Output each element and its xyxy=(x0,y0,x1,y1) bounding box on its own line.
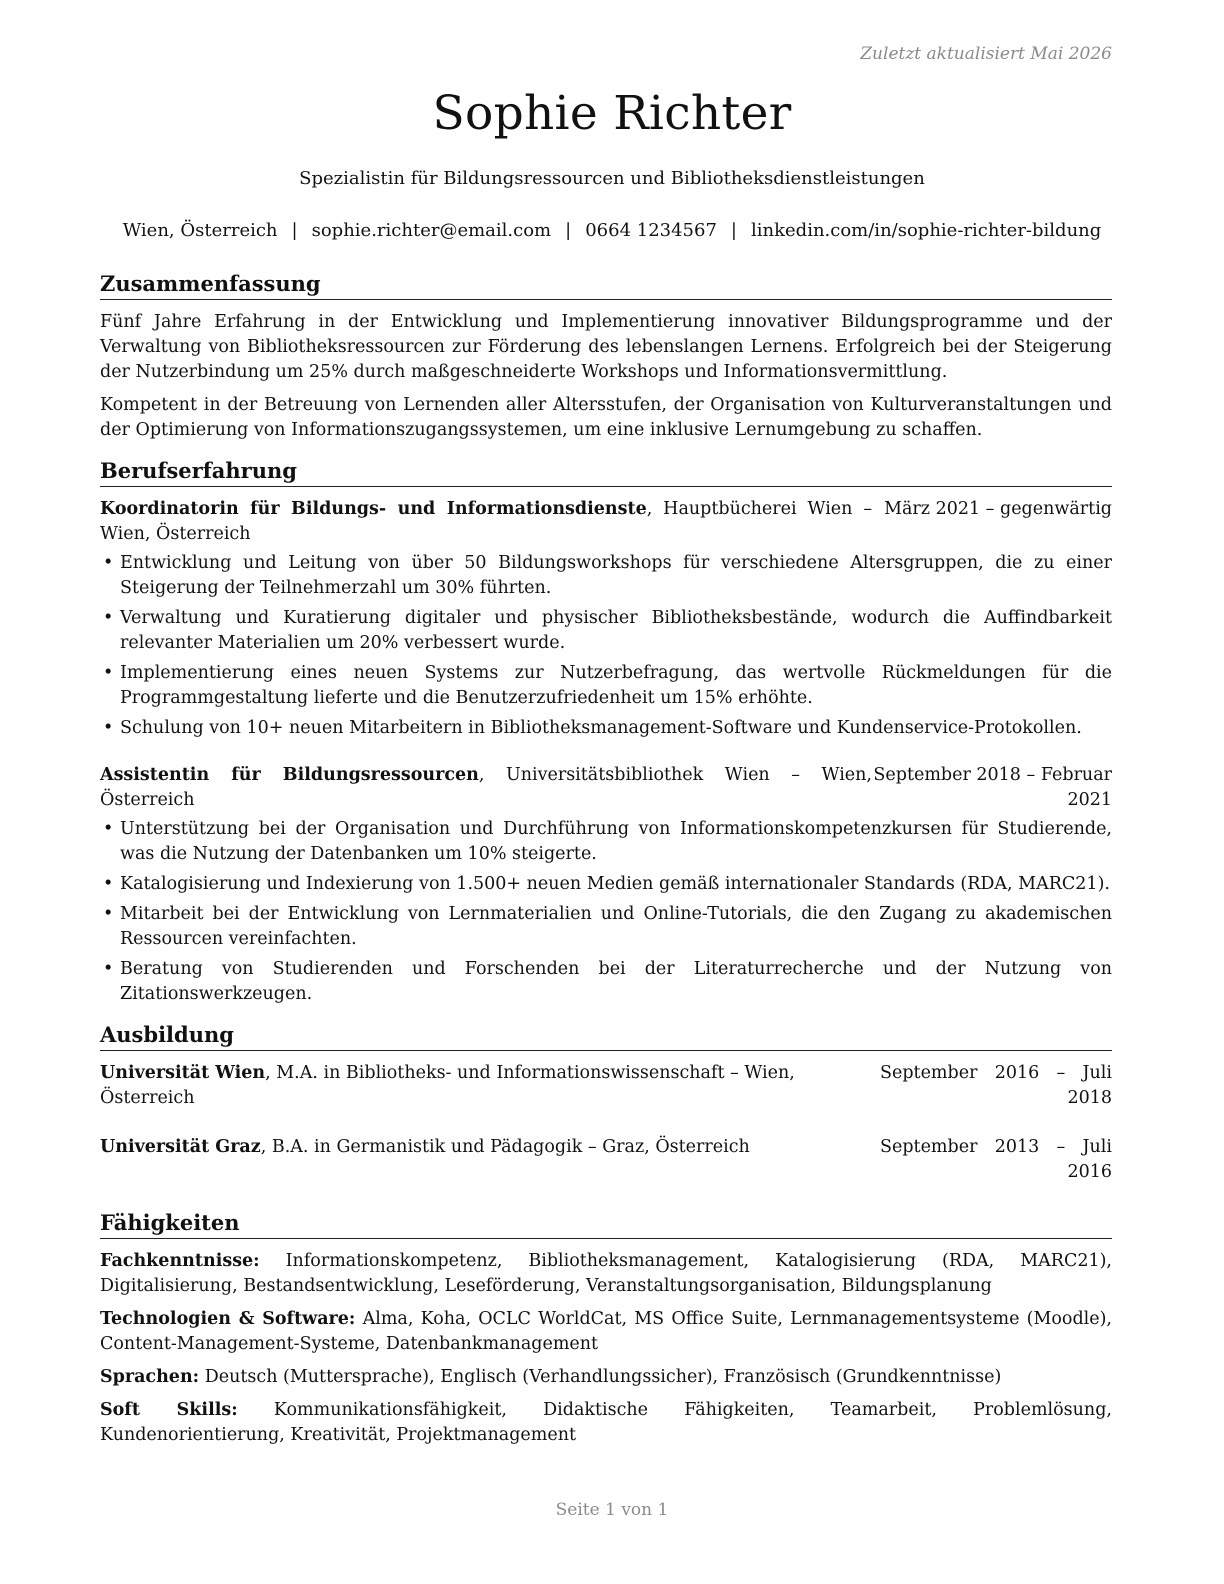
job-entry xyxy=(100,497,1112,741)
section-title-experience: Berufserfahrung xyxy=(100,457,1112,487)
job-dates: September 2018 – Februar 2021 xyxy=(873,765,1112,810)
contact-line xyxy=(0,220,1224,241)
education-degree: , M.A. in Bibliotheks- und Informationswissenschaft – Wien, Österreich xyxy=(100,1063,795,1108)
job-entry xyxy=(100,763,1112,1007)
education-section xyxy=(100,1021,1112,1185)
resume-body xyxy=(100,270,1112,1462)
section-title-skills: Fähigkeiten xyxy=(100,1209,1112,1239)
skill-text: Alma, Koha, OCLC WorldCat, MS Office Suite, Lernmanagementsysteme (Moodle), Content-Management-Systeme, Datenbankmanagement xyxy=(100,1309,1112,1354)
job-header xyxy=(100,763,1112,813)
last-updated: Zuletzt aktualisiert Mai 2026 xyxy=(860,44,1112,64)
education-dates: September 2016 – Juli 2018 xyxy=(880,1063,1112,1108)
skill-label: Soft Skills: xyxy=(100,1400,238,1420)
list-item: • Verwaltung und Kuratierung digitaler und physischer Bibliotheksbestände, wodurch die Auffindbarkeit relevanter Materialien um 20% verbessert wurde. xyxy=(100,606,1112,656)
education-line xyxy=(100,1061,880,1111)
education-dates: September 2013 – Juli 2016 xyxy=(880,1137,1112,1182)
section-title-education: Ausbildung xyxy=(100,1021,1112,1051)
summary-paragraph: Kompetent in der Betreuung von Lernenden aller Altersstufen, der Organisation von Kulturveranstaltungen und der Optimierung von Informationszugangssystemen, um eine inklusive Lernumgebung zu schaffen. xyxy=(100,395,1112,440)
skills-section xyxy=(100,1209,1112,1448)
skill-group xyxy=(100,1365,1112,1390)
page-number: Seite 1 von 1 xyxy=(555,1500,669,1520)
separator: | xyxy=(730,220,737,241)
skill-text: Deutsch (Muttersprache), Englisch (Verhandlungssicher), Französisch (Grundkenntnisse) xyxy=(204,1367,1002,1387)
education-degree: , B.A. in Germanistik und Pädagogik – Graz, Österreich xyxy=(260,1137,750,1157)
job-header xyxy=(100,497,1112,547)
job-bullets xyxy=(100,817,1112,1007)
job-title-line xyxy=(100,763,872,813)
list-item: • Entwicklung und Leitung von über 50 Bildungsworkshops für verschiedene Altersgruppen, die zu einer Steigerung der Teilnehmerzahl um 30% führten. xyxy=(100,551,1112,601)
education-school: Universität Graz xyxy=(100,1137,261,1157)
education-line xyxy=(100,1135,880,1185)
education-entry xyxy=(100,1135,1112,1185)
separator: | xyxy=(565,220,572,241)
skill-text: Informationskompetenz, Bibliotheksmanagement, Katalogisierung (RDA, MARC21), Digitalisierung, Bestandsentwicklung, Leseförderung, Veranstaltungsorganisation, Bildungsplanung xyxy=(100,1251,1112,1296)
skill-text: Kommunikationsfähigkeit, Didaktische Fähigkeiten, Teamarbeit, Problemlösung, Kundenorientierung, Kreativität, Projektmanagement xyxy=(100,1400,1112,1445)
skill-label: Technologien & Software: xyxy=(100,1309,356,1329)
skill-label: Fachkenntnisse: xyxy=(100,1251,260,1271)
contact-linkedin[interactable]: linkedin.com/in/sophie-richter-bildung xyxy=(751,220,1102,241)
experience-section xyxy=(100,457,1112,1007)
summary-section xyxy=(100,270,1112,443)
list-item: • Implementierung eines neuen Systems zur Nutzerbefragung, das wertvolle Rückmeldungen für die Programmgestaltung lieferte und die Benutzerzufriedenheit um 15% erhöhte. xyxy=(100,661,1112,711)
list-item: • Katalogisierung und Indexierung von 1.500+ neuen Medien gemäß internationaler Standards (RDA, MARC21). xyxy=(100,872,1112,897)
skill-group xyxy=(100,1249,1112,1299)
skill-group xyxy=(100,1307,1112,1357)
headline: Spezialistin für Bildungsressourcen und Bibliotheksdienstleistungen xyxy=(299,168,925,189)
job-role: Assistentin für Bildungsressourcen xyxy=(100,765,479,785)
candidate-name: Sophie Richter xyxy=(432,86,792,141)
contact-email[interactable]: sophie.richter@email.com xyxy=(311,220,552,241)
separator: | xyxy=(291,220,298,241)
contact-phone: 0664 1234567 xyxy=(585,220,717,241)
education-entry xyxy=(100,1061,1112,1111)
job-bullets xyxy=(100,551,1112,741)
list-item: • Beratung von Studierenden und Forschenden bei der Literaturrecherche und der Nutzung von Zitationswerkzeugen. xyxy=(100,957,1112,1007)
skill-label: Sprachen: xyxy=(100,1367,200,1387)
summary-paragraph: Fünf Jahre Erfahrung in der Entwicklung und Implementierung innovativer Bildungsprogramme und der Verwaltung von Bibliotheksressourcen zur Förderung des lebenslangen Lernens. Erfolgreich bei der Steigerung der Nutzerbindung um 25% durch maßgeschneiderte Workshops und Informationsvermittlung. xyxy=(100,312,1112,382)
education-school: Universität Wien xyxy=(100,1063,266,1083)
job-role: Koordinatorin für Bildungs- und Informationsdienste xyxy=(100,499,647,519)
list-item: • Mitarbeit bei der Entwicklung von Lernmaterialien und Online-Tutorials, die den Zugang zu akademischen Ressourcen vereinfachten. xyxy=(100,902,1112,952)
list-item: • Unterstützung bei der Organisation und Durchführung von Informationskompetenzkursen für Studierende, was die Nutzung der Datenbanken um 10% steigerte. xyxy=(100,817,1112,867)
contact-location: Wien, Österreich xyxy=(122,220,278,241)
job-org: , Universitätsbibliothek Wien – Wien, Österreich xyxy=(100,765,872,810)
list-item: • Schulung von 10+ neuen Mitarbeitern in Bibliotheksmanagement-Software und Kundenservice-Protokollen. xyxy=(100,716,1112,741)
skill-group xyxy=(100,1398,1112,1448)
section-title-summary: Zusammenfassung xyxy=(100,270,1112,300)
job-dates: März 2021 – gegenwärtig xyxy=(884,499,1112,519)
job-org: , Hauptbücherei Wien – Wien, Österreich xyxy=(100,499,873,544)
